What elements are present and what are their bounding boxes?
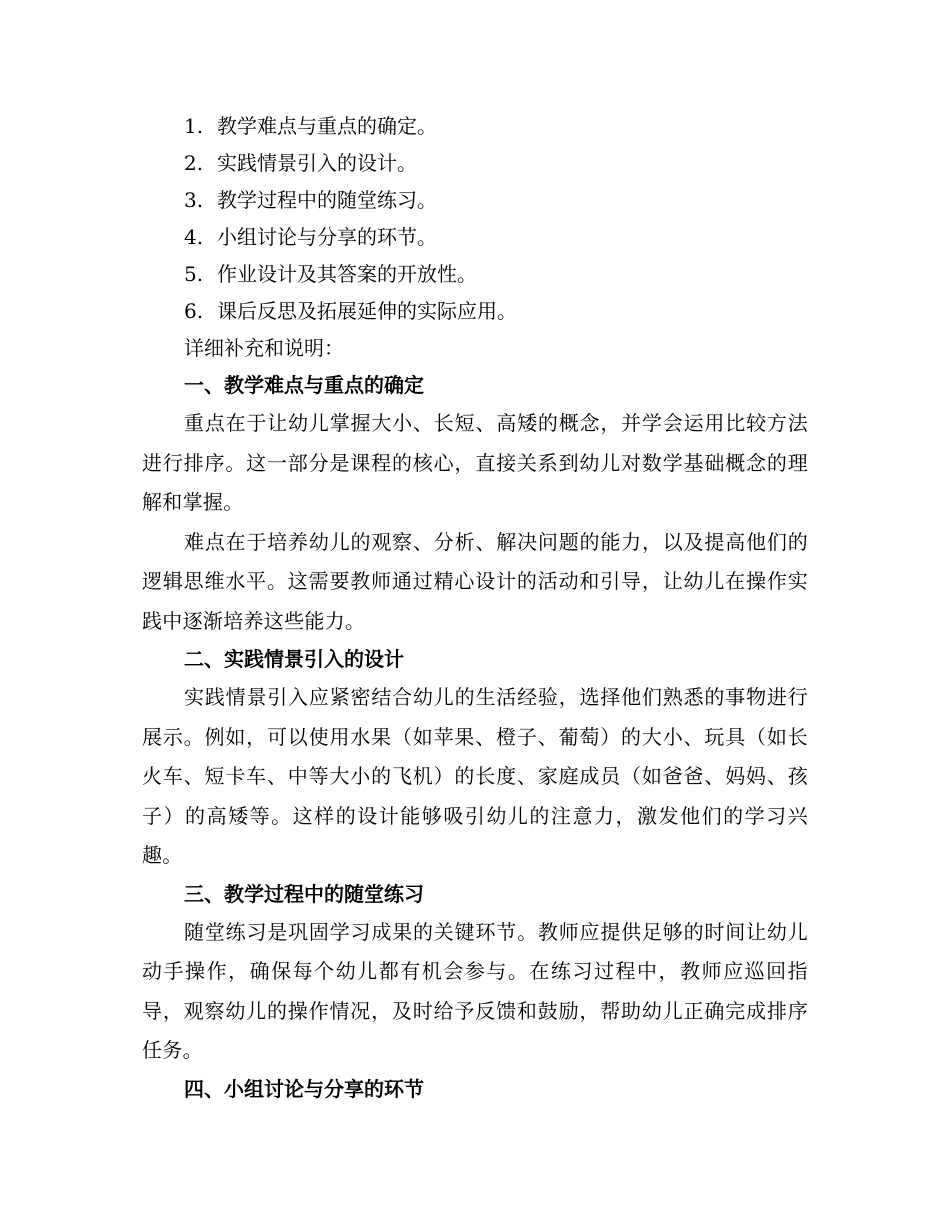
list-text: 课后反思及拓展延伸的实际应用。 (217, 299, 517, 323)
list-item (142, 293, 808, 330)
section-heading: 三、教学过程中的随堂练习 (184, 881, 424, 906)
intro-text: 详细补充和说明： (184, 336, 344, 360)
list-number: 2. (184, 151, 204, 175)
paragraph: 重点在于让幼儿掌握大小、长短、高矮的概念，并学会运用比较方法进行排序。这一部分是课程的核心，直接关系到幼儿对数学基础概念的理解和掌握。 (142, 411, 808, 514)
list-number: 3. (184, 188, 204, 212)
document-body (142, 108, 808, 1108)
list-item (142, 108, 808, 145)
list-text: 作业设计及其答案的开放性。 (217, 262, 477, 286)
list-number: 5. (184, 262, 204, 286)
section-heading: 二、实践情景引入的设计 (184, 647, 404, 671)
section-heading: 一、教学难点与重点的确定 (184, 373, 424, 397)
list-item (142, 256, 808, 293)
list-number: 4. (184, 225, 204, 249)
paragraph: 实践情景引入应紧密结合幼儿的生活经验，选择他们熟悉的事物进行展示。例如，可以使用水果（如苹果、橙子、葡萄）的大小、玩具（如长火车、短卡车、中等大小的飞机）的长度、家庭成员（如爸爸、妈妈、孩子）的高矮等。这样的设计能够吸引幼儿的注意力，激发他们的学习兴趣。 (142, 685, 808, 867)
list-item (142, 182, 808, 219)
list-text: 小组讨论与分享的环节。 (217, 225, 437, 249)
list-text: 实践情景引入的设计。 (217, 151, 417, 175)
paragraph: 难点在于培养幼儿的观察、分析、解决问题的能力，以及提高他们的逻辑思维水平。这需要教师通过精心设计的活动和引导，让幼儿在操作实践中逐渐培养这些能力。 (142, 529, 808, 633)
list-number: 1. (184, 114, 204, 138)
section-heading: 四、小组讨论与分享的环节 (184, 1076, 424, 1101)
list-item (142, 219, 808, 256)
list-text: 教学难点与重点的确定。 (217, 114, 437, 138)
paragraph: 随堂练习是巩固学习成果的关键环节。教师应提供足够的时间让幼儿动手操作，确保每个幼儿都有机会参与。在练习过程中，教师应巡回指导，观察幼儿的操作情况，及时给予反馈和鼓励，帮助幼儿正确完成排序任务。 (142, 919, 808, 1062)
list-text: 教学过程中的随堂练习。 (217, 188, 437, 212)
list-number: 6. (184, 299, 204, 323)
list-item (142, 145, 808, 182)
